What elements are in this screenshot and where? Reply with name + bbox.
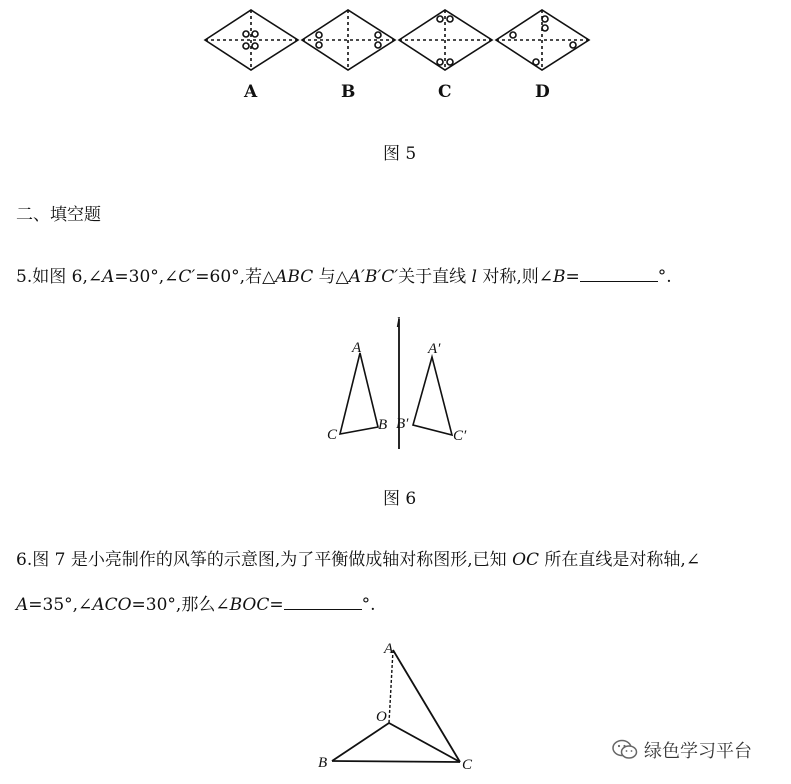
- option-a-diamond: [205, 10, 298, 70]
- q6-answer-blank[interactable]: [284, 595, 362, 610]
- figure-5: [195, 4, 595, 84]
- fig6-label-a: A: [352, 340, 362, 356]
- option-d-label: D: [535, 82, 550, 102]
- q6-line1-text: 6.图 7 是小亮制作的风筝的示意图,为了平衡做成轴对称图形,已知: [16, 550, 513, 570]
- q5-var-l: l: [471, 267, 477, 287]
- option-b-diamond: [302, 10, 395, 70]
- option-b-label: B: [341, 82, 356, 102]
- figure-7: [320, 640, 480, 780]
- q5-text-f: 对称,则∠: [476, 267, 553, 287]
- q5-text-c: =60°,若△: [195, 267, 276, 287]
- section-title: 二、填空题: [16, 205, 101, 225]
- q6-var-a: A: [16, 595, 29, 615]
- option-c-diamond: [399, 10, 492, 70]
- q5-var-abc: ABC: [275, 267, 314, 287]
- option-a-label: A: [244, 82, 258, 102]
- q6-l2-end: °.: [361, 595, 376, 615]
- question-6-line-1: [16, 545, 700, 570]
- figure-5-caption: 图 5: [383, 144, 417, 164]
- triangle-a1b1c1: [413, 357, 452, 435]
- q5-var-c: C′: [178, 267, 196, 287]
- q6-l2-b: =30°,那么∠: [131, 595, 230, 615]
- option-d-diamond: [496, 10, 589, 70]
- q5-var-abc2: A′B′C′: [348, 267, 399, 287]
- q6-var-boc: BOC: [229, 595, 270, 615]
- q5-text-end: °.: [657, 267, 672, 287]
- kite-side-bc: [332, 761, 460, 762]
- q5-text-a: 如图 6,∠: [32, 267, 103, 287]
- question-5: [16, 262, 672, 287]
- fig6-label-b: B: [378, 417, 388, 433]
- fig6-label-c1: C′: [453, 428, 467, 444]
- fig6-label-c: C: [327, 427, 338, 443]
- q5-var-b: B: [553, 267, 566, 287]
- q5-answer-blank[interactable]: [580, 267, 658, 282]
- kite-side-ao-dashed: [389, 650, 393, 723]
- triangle-abc: [340, 353, 378, 434]
- watermark: [612, 737, 752, 763]
- kite-side-ac: [393, 650, 460, 762]
- fig7-label-c: C: [462, 757, 473, 773]
- q5-text-d: 与△: [313, 267, 349, 287]
- fig7-label-o: O: [376, 709, 387, 725]
- option-c-label: C: [438, 82, 452, 102]
- q6-l2-c: =: [269, 595, 284, 615]
- q6-line1b-text: 所在直线是对称轴,∠: [539, 550, 701, 570]
- q6-var-oc: OC: [512, 550, 540, 570]
- q6-l2-a: =35°,∠: [28, 595, 93, 615]
- watermark-text: 绿色学习平台: [644, 741, 752, 762]
- fig7-label-a: A: [384, 641, 394, 657]
- kite-side-bo: [332, 723, 389, 761]
- q5-var-a: A: [102, 267, 115, 287]
- fig7-label-b: B: [318, 755, 328, 771]
- q5-number: 5.: [16, 267, 33, 287]
- figure-6-caption: 图 6: [383, 489, 417, 509]
- q6-var-aco: ACO: [92, 595, 132, 615]
- q5-text-e: 关于直线: [398, 267, 472, 287]
- q5-text-b: =30°,∠: [114, 267, 179, 287]
- fig6-label-a1: A′: [428, 341, 441, 357]
- wechat-icon: [612, 739, 638, 761]
- fig6-label-l: l: [396, 315, 401, 331]
- q5-text-g: =: [565, 267, 580, 287]
- question-6-line-2: [16, 590, 376, 615]
- fig6-label-b1: B′: [396, 416, 409, 432]
